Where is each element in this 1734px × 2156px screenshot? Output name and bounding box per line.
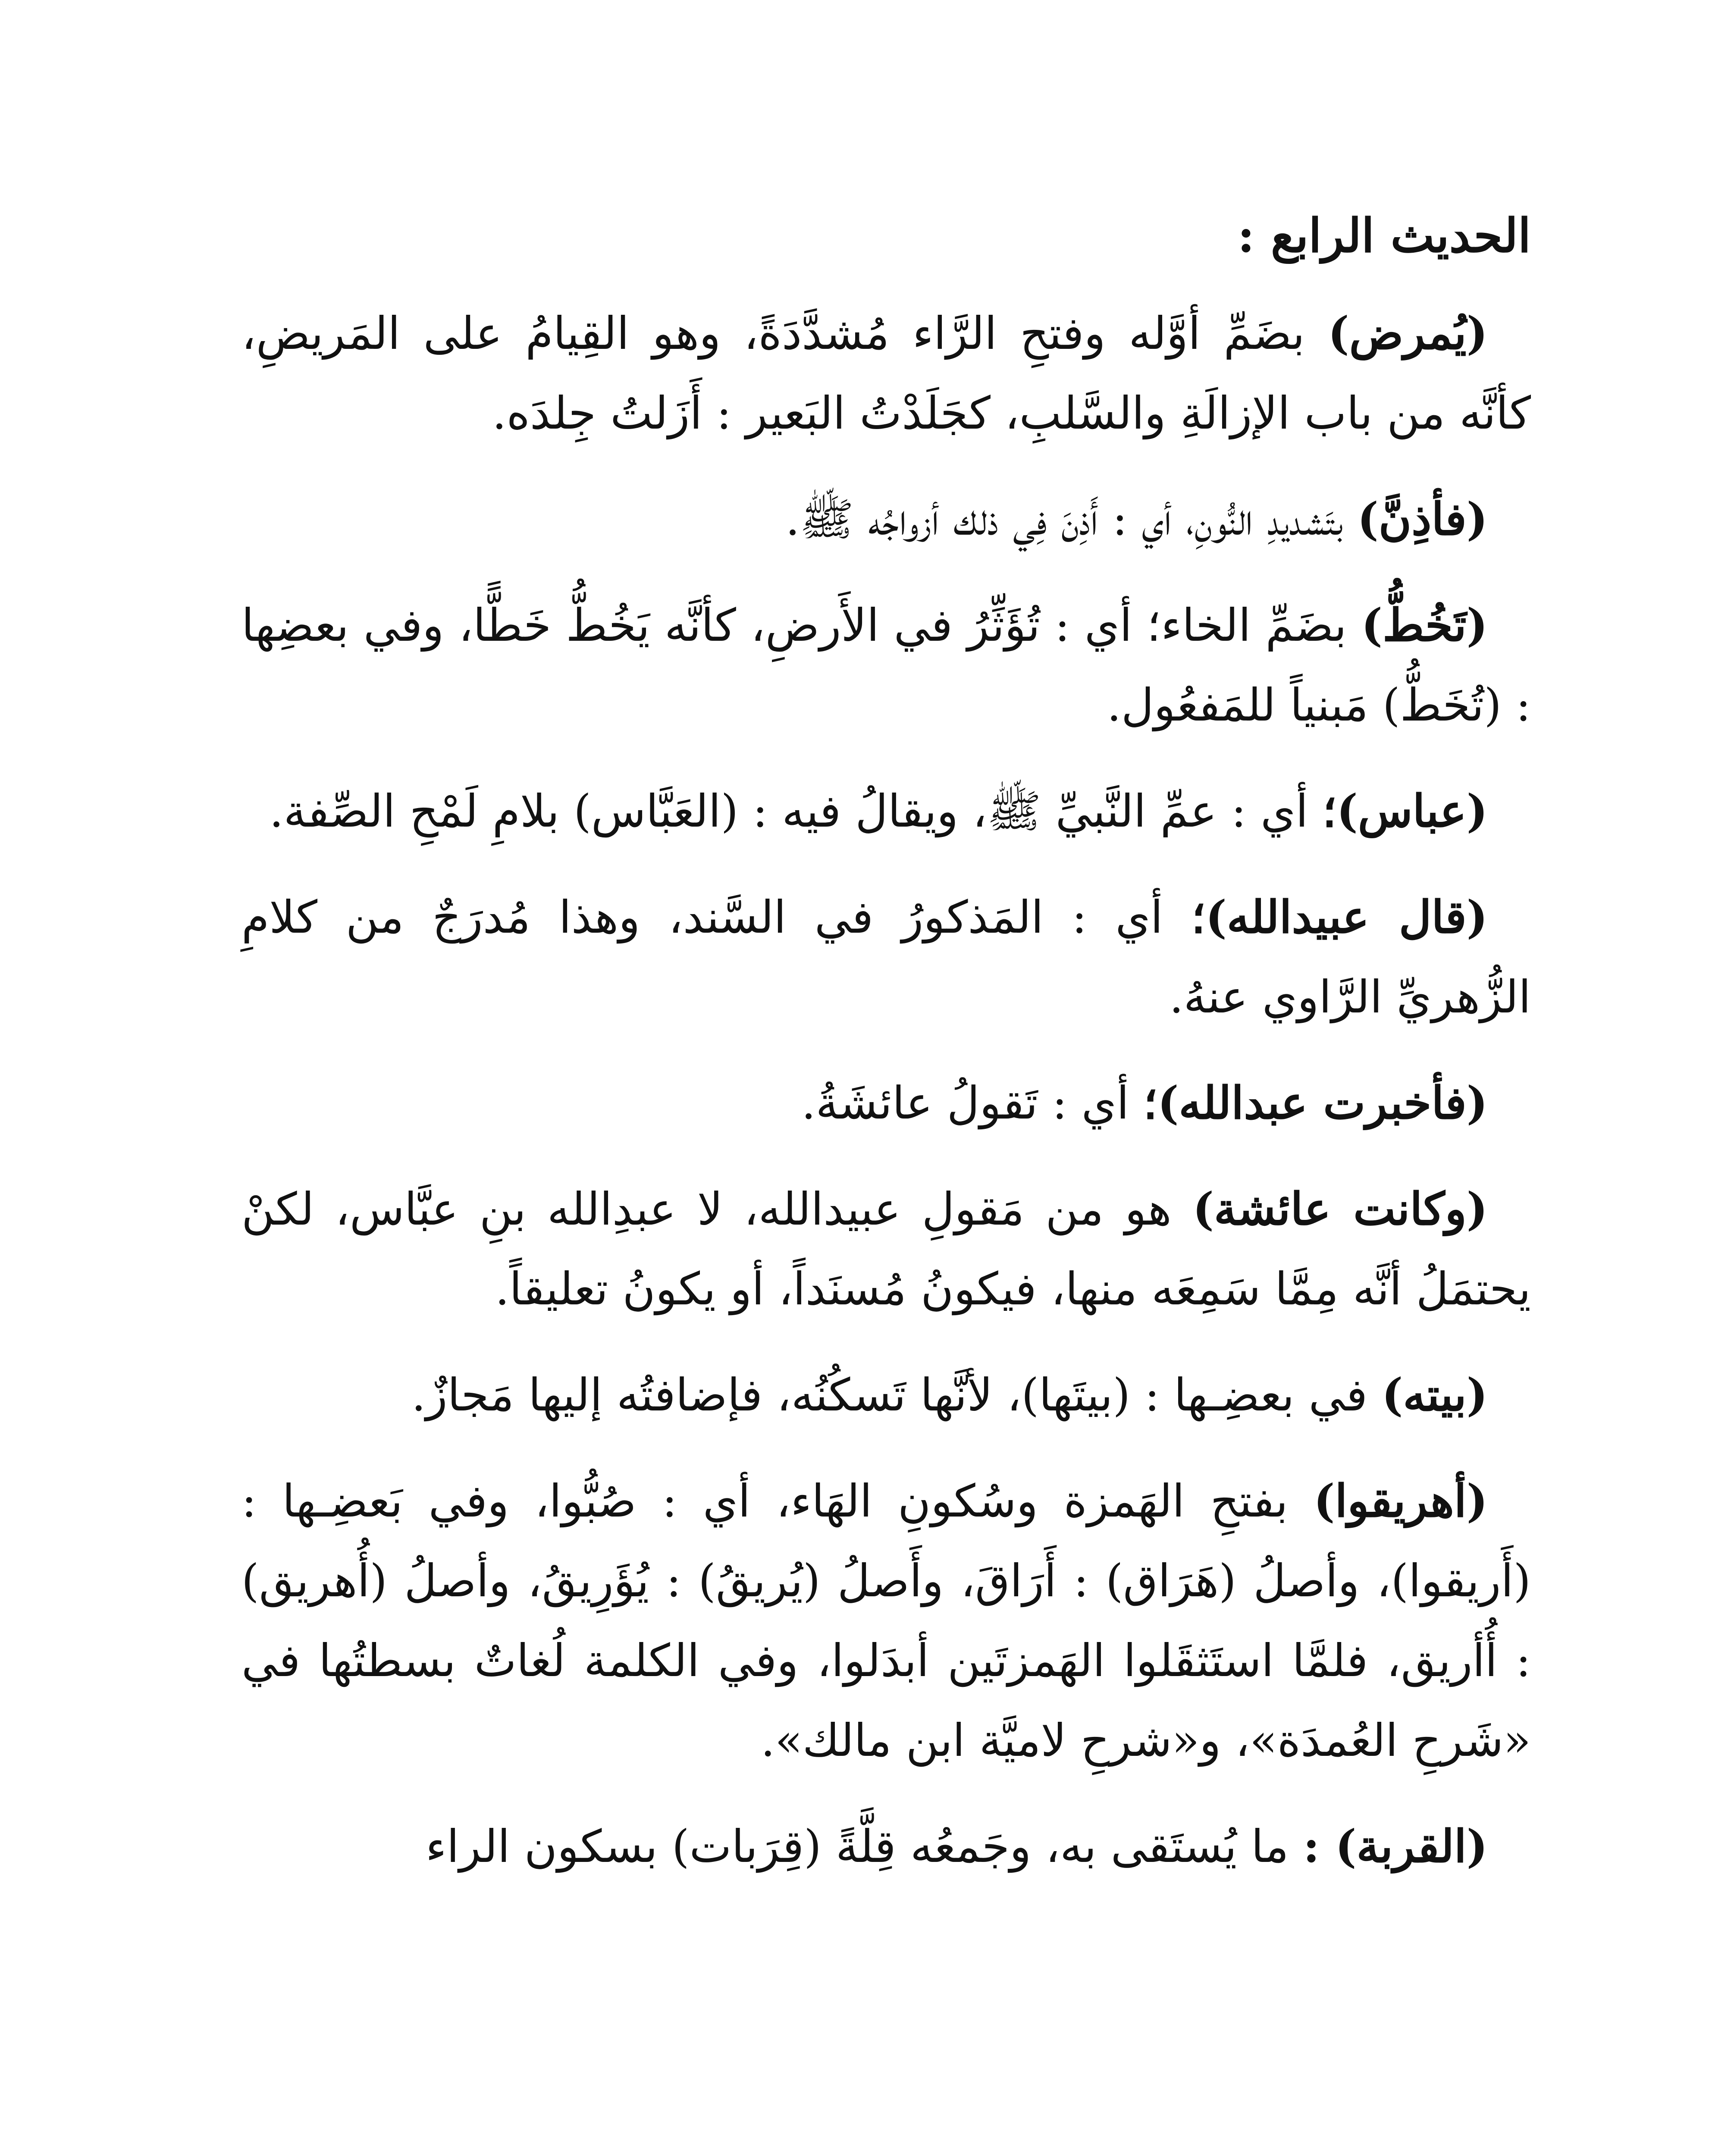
explanation: أي : تَقولُ عائشَةُ.	[801, 1077, 1144, 1129]
paragraph	[241, 1461, 1531, 1780]
paragraph	[241, 1169, 1531, 1329]
term: (عباس)؛	[1322, 784, 1488, 837]
explanation: بتَشديدِ النُّونِ، أي : أَذِنَ فِي ذلك أزواجُه ﷺ.	[785, 493, 1358, 545]
term: (أهريقوا)	[1314, 1474, 1488, 1527]
paragraph	[241, 1063, 1531, 1143]
explanation: بضَمِّ الخاء؛ أي : تُؤَثِّرُ في الأَرضِ، كأنَّه يَخُطُّ خَطًّا، وفي بعضِها : (تُخَطُّ) مَبنياً للمَفعُول.	[241, 599, 1531, 731]
explanation: أي : عمِّ النَّبيِّ ﷺ، ويقالُ فيه : (العَبَّاس) بلامِ لَمْحِ الصِّفة.	[269, 785, 1323, 837]
term: (قال عبيدالله)؛	[1191, 890, 1488, 943]
term: (يُمرض)	[1328, 307, 1488, 360]
term: (فأخبرت عبدالله)؛	[1143, 1076, 1488, 1129]
explanation: في بعضِـها : (بيتَها)، لأنَّها تَسكُنُه، فإضافتُه إليها مَجازٌ.	[411, 1369, 1382, 1421]
paragraph	[241, 771, 1531, 851]
explanation: بفتحِ الهَمزة وسُكونِ الهَاء، أي : صُبُّوا، وفي بَعضِـها : (أَريقوا)، وأصلُ (هَرَاق) : أَرَاقَ، وأَصلُ (يُريقُ) : يُؤَرِيقُ، وأصلُ (أُهريق) : أُأريق، فلمَّا استَثقَلوا الهَمزتَين أبدَلوا، وفي الكلمة لُغاتٌ بسطتُها في «شَرحِ العُمدَة»، و«شرحِ لاميَّة ابن مالك».	[241, 1475, 1531, 1767]
hadith-heading: الحديث الرابع :	[1237, 209, 1531, 263]
explanation: ما يُستَقى به، وجَمعُه قِلَّةً (قِرَبات) بسكون الراء	[425, 1820, 1303, 1873]
term: (القربة) :	[1303, 1820, 1488, 1873]
explanation: أي : المَذكورُ في السَّند، وهذا مُدرَجٌ من كلامِ الزُّهريِّ الرَّاوي عنهُ.	[241, 891, 1531, 1023]
paragraph	[241, 293, 1531, 453]
term: (تَخُطُّ)	[1361, 599, 1488, 652]
body-text	[241, 196, 1531, 1912]
paragraph	[241, 479, 1531, 559]
term: (وكانت عائشة)	[1192, 1182, 1488, 1235]
paragraph	[241, 877, 1531, 1037]
paragraph	[241, 1806, 1531, 1887]
explanation: بضَمِّ أوَّله وفتحِ الرَّاء مُشدَّدَةً، وهو القِيامُ على المَريضِ، كأنَّه من باب الإزالَةِ والسَّلبِ، كجَلَدْتُ البَعير : أَزَلتُ جِلدَه.	[241, 307, 1531, 439]
term: (بيته)	[1382, 1368, 1488, 1421]
paragraph	[241, 585, 1531, 745]
term: (فأذِنَّ)	[1357, 492, 1488, 545]
explanation: هو من مَقولِ عبيدالله، لا عبدِالله بنِ عبَّاس، لكنْ يحتمَلُ أنَّه مِمَّا سَمِعَه منها، فيكونُ مُسنَداً، أو يكونُ تعليقاً.	[241, 1183, 1531, 1315]
paragraph	[241, 1355, 1531, 1435]
